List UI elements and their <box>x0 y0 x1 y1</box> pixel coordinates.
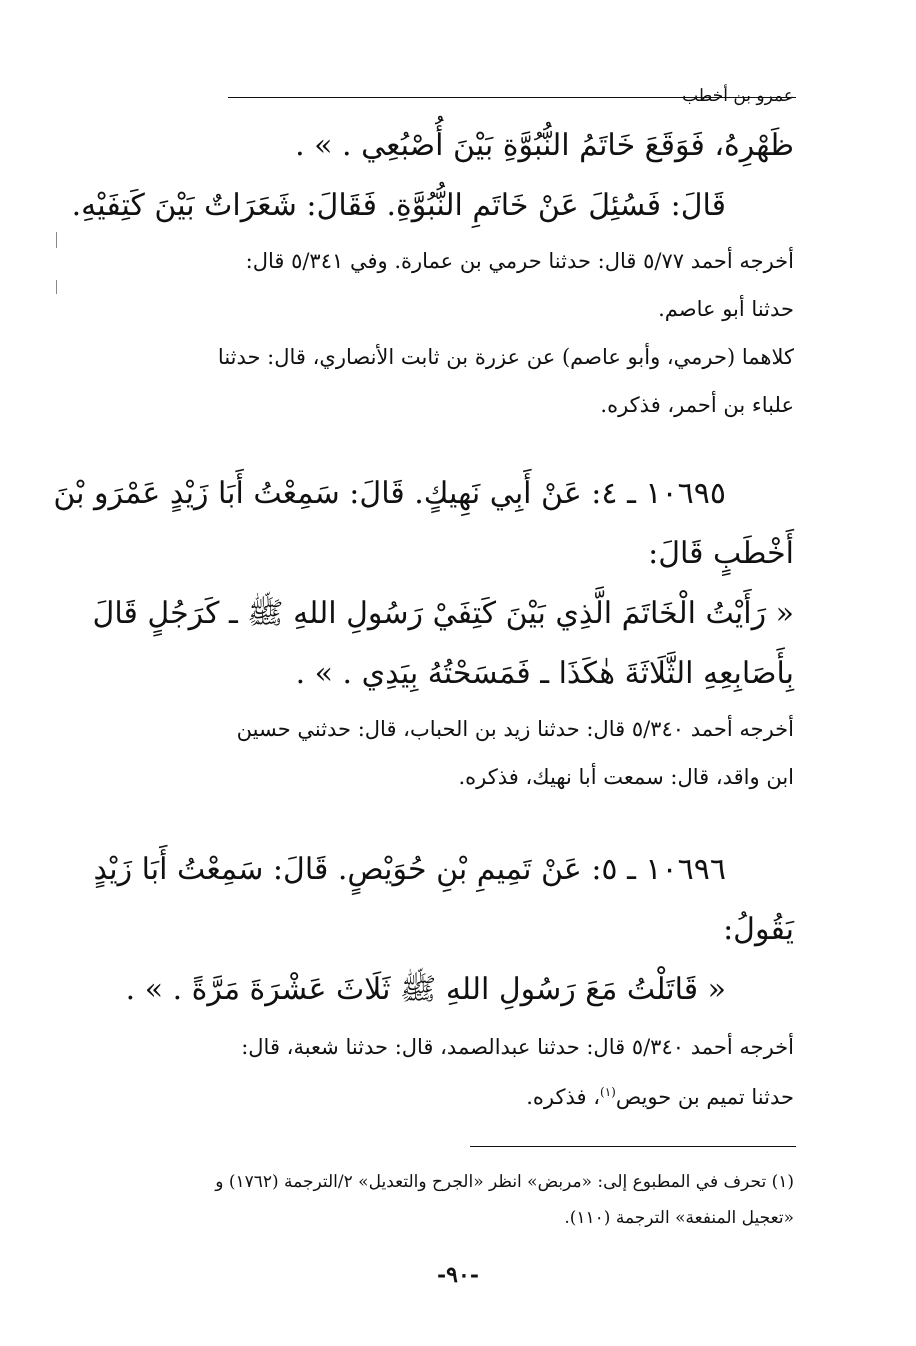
hadith-text-line: « رَأَيْتُ الْخَاتَمَ الَّذِي بَيْنَ كَتِفَيْ رَسُولِ اللهِ ﷺ ـ كَرَجُلٍ قَالَ <box>92 596 794 631</box>
hadith-heading-line: يَقُولُ: <box>723 912 794 947</box>
takhrij-text: ، فذكره. <box>526 1085 601 1109</box>
takhrij-line: كلاهما (حرمي، وأبو عاصم) عن عزرة بن ثابت الأنصاري، قال: حدثنا <box>217 345 794 369</box>
page-number: -٩٠- <box>437 1262 479 1288</box>
hadith-heading-line: ١٠٦٩٦ ـ ٥: عَنْ تَمِيمِ بْنِ حُوَيْصٍ. قَالَ: سَمِعْتُ أَبَا زَيْدٍ <box>93 852 726 887</box>
hadith-heading-line: ١٠٦٩٥ ـ ٤: عَنْ أَبِي نَهِيكٍ. قَالَ: سَمِعْتُ أَبَا زَيْدٍ عَمْرَو بْنَ <box>53 476 726 511</box>
hadith-text-line: بِأَصَابِعِهِ الثَّلَاثَةَ هٰكَذَا ـ فَمَسَحْتُهُ بِيَدِي . » . <box>295 656 794 691</box>
takhrij-line <box>526 1082 794 1112</box>
takhrij-line: أخرجه أحمد ٥/٧٧ قال: حدثنا حرمي بن عمارة. وفي ٥/٣٤١ قال: <box>245 249 794 273</box>
hadith-heading-line: أَخْطَبٍ قَالَ: <box>648 536 794 571</box>
hadith-text-line: قَالَ: فَسُئِلَ عَنْ خَاتَمِ النُّبُوَّةِ. فَقَالَ: شَعَرَاتٌ بَيْنَ كَتِفَيْهِ. <box>71 188 726 223</box>
takhrij-text: حدثنا تميم بن حويص <box>615 1085 794 1109</box>
footnote-rule <box>470 1146 796 1147</box>
hadith-text-line: « قَاتَلْتُ مَعَ رَسُولِ اللهِ ﷺ ثَلَاثَ عَشْرَةَ مَرَّةً . » . <box>125 972 726 1007</box>
header-rule <box>228 97 796 98</box>
footnote-line: «تعجيل المنفعة» الترجمة (١١٠). <box>564 1208 794 1228</box>
takhrij-line: علباء بن أحمر، فذكره. <box>600 393 794 417</box>
margin-mark <box>56 232 57 248</box>
hadith-text-line: ظَهْرِهُ، فَوَقَعَ خَاتَمُ النُّبُوَّةِ بَيْنَ أُصْبُعِي . » . <box>295 128 794 163</box>
takhrij-line: أخرجه أحمد ٥/٣٤٠ قال: حدثنا زيد بن الحباب، قال: حدثني حسين <box>236 717 794 741</box>
takhrij-line: أخرجه أحمد ٥/٣٤٠ قال: حدثنا عبدالصمد، قال: حدثنا شعبة، قال: <box>241 1035 794 1059</box>
footnote-line: (١) تحرف في المطبوع إلى: «مربض» انظر «الجرح والتعديل» ٢/الترجمة (١٧٦٢) و <box>215 1172 794 1192</box>
footnote-reference: (١) <box>600 1085 616 1099</box>
running-head: عمرو بن أخطب <box>682 86 794 106</box>
margin-mark <box>56 280 57 294</box>
takhrij-line: حدثنا أبو عاصم. <box>658 297 794 321</box>
takhrij-line: ابن واقد، قال: سمعت أبا نهيك، فذكره. <box>458 765 794 789</box>
